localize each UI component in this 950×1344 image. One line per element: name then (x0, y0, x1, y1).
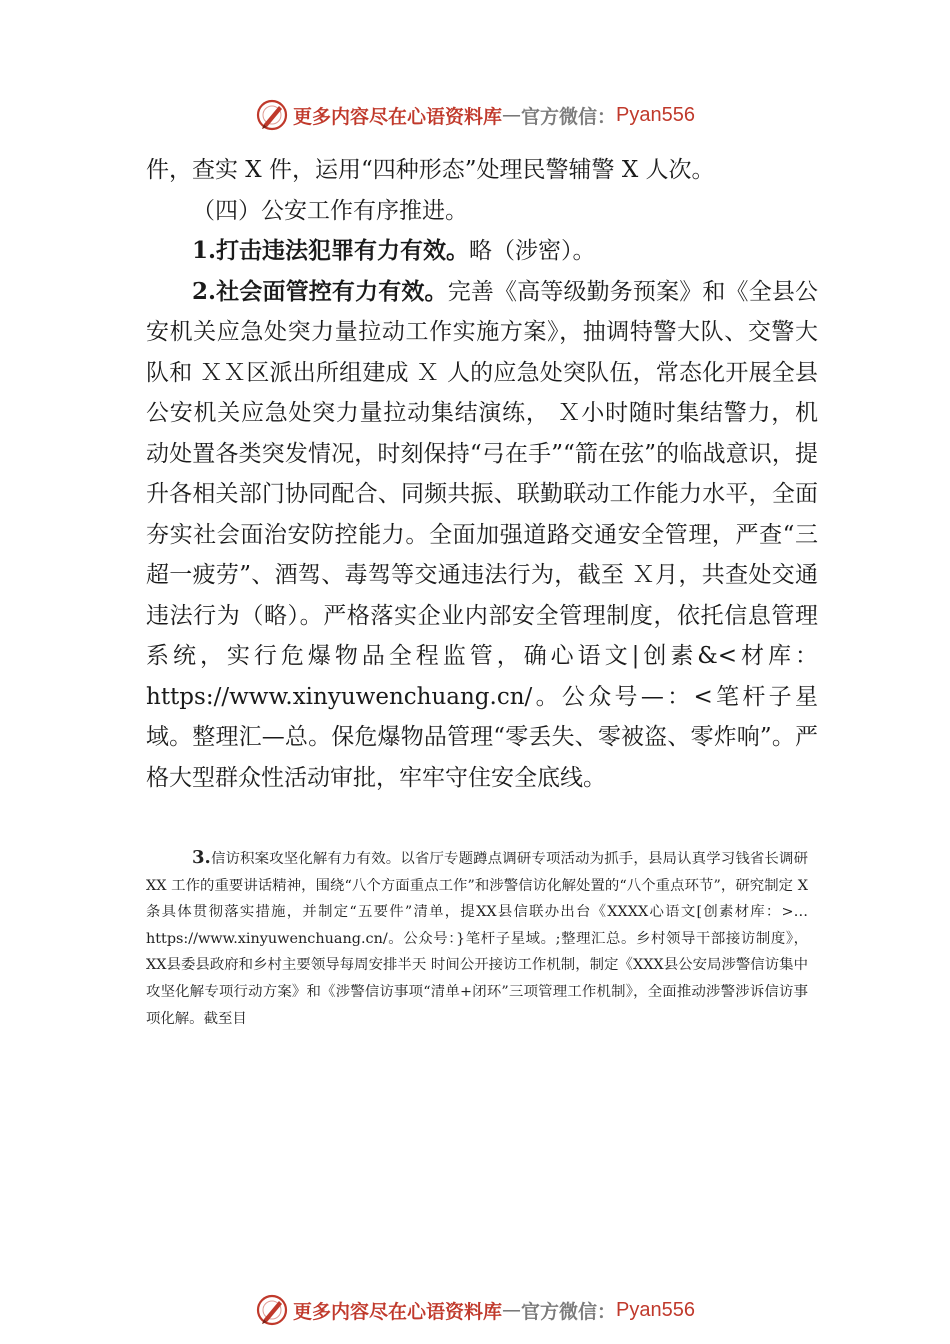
item-3-block (146, 845, 808, 1032)
wechat-id: Pyan556 (616, 1298, 695, 1321)
item-1-lead: 1.打击违法犯罪有力有效。 (192, 237, 470, 264)
brand-name: 更多内容尽在心语资料库 (293, 1300, 503, 1323)
section-heading: （四）公安工作有序推进。 (192, 197, 468, 224)
document-body (146, 150, 818, 798)
item-2-body: 完善《高等级勤务预案》和《全县公安机关应急处突力量拉动工作实施方案》，抽调特警大队、交警大队和 ＸＸ区派出所组建成 Ｘ 人的应急处突队伍，常态化开展全县公安机关应急处突力量拉动集结演练， Ｘ小时随时集结警力，机动处置各类突发情况，时刻保持“弓在手”“箭在弦”的临战意识，提升各相关部门协同配合、同频共振、联勤联动工作能力水平，全面夯实社会面治安防控能力。全面加强道路交通安全管理，严查“三超一疲劳”、酒驾、毒驾等交通违法行为，截至 Ｘ月，共查处交通违法行为（略）。严格落实企业内部安全管理制度，依托信息管理系统，实行危爆物品全程监管，确心语文|创素&<材库：https://www.xinyuwenchuang.cn/。公众号—：<笔杆子星域。整理汇—总。保危爆物品管理“零丢失、零被盗、零炸响”。严格大型群众性活动审批，牢牢守住安全底线。 (146, 278, 819, 791)
item-1-paragraph (146, 231, 818, 272)
wechat-label: 官方微信： (521, 1300, 617, 1323)
brand-name: 更多内容尽在心语资料库 (293, 105, 503, 128)
item-3-number: 3. (192, 847, 211, 868)
footer-banner (0, 1290, 950, 1330)
wechat-id: Pyan556 (616, 103, 695, 126)
item-2-lead: 2.社会面管控有力有效。 (192, 277, 448, 305)
item-3-body: 信访积案攻坚化解有力有效。以省厅专题蹲点调研专项活动为抓手，县局认真学习钱省长调研 XX 工作的重要讲话精神，围绕“八个方面重点工作”和涉警信访化解处置的“八个重点环节”，研究制定 X 条具体贯彻落实措施，并制定“五要件”清单，提XX县信联办出台《XXXX心语文[创素材库：>…https://www.xinyuwenchuang.cn/。公众号：}笔杆子星域。;整理汇总。乡村领导干部接访制度》，XX县委县政府和乡村主要领导每周安排半天 时间公开接访工作机制，制定《XXX县公安局涉警信访集中攻坚化解专项行动方案》和《涉警信访事项“清单+闭环”三项管理工作机制》，全面推动涉警涉诉信访事项化解。截至目 (146, 851, 808, 1027)
paragraph-continuation: 件，查实 X 件，运用“四种形态”处理民警辅警 X 人次。 (146, 157, 715, 183)
item-2-paragraph (146, 272, 818, 799)
header-banner (0, 95, 950, 135)
pen-seal-logo-icon (255, 1293, 289, 1327)
wechat-label: 官方微信： (521, 105, 617, 128)
item-1-body: 略（涉密）。 (469, 238, 596, 264)
banner-separator: — (502, 104, 522, 126)
pen-seal-logo-icon (255, 98, 289, 132)
item-3-paragraph (146, 845, 808, 1032)
banner-separator: — (502, 1299, 522, 1321)
